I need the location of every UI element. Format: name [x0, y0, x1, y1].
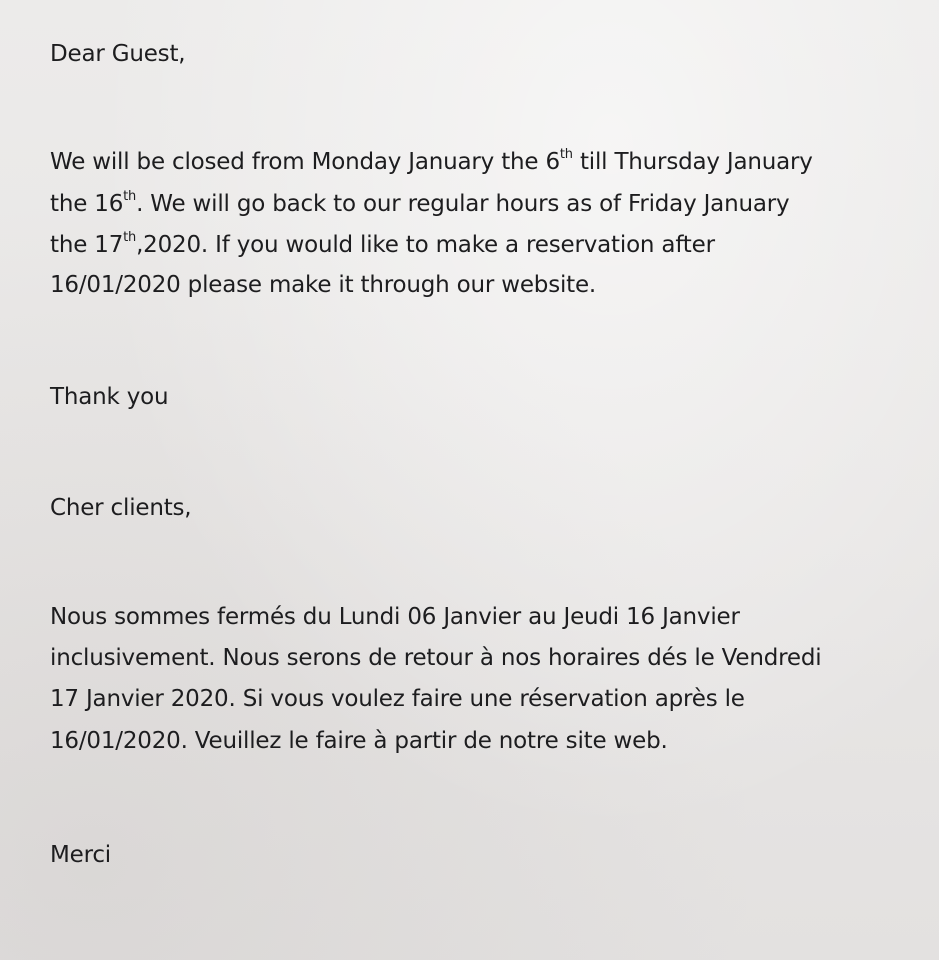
greeting-fr: Cher clients,: [50, 495, 192, 521]
text-segment: We will be closed from Monday January the 6: [50, 149, 560, 175]
text-segment: . We will go back to our regular hours as of Friday January: [136, 191, 790, 217]
paragraph-en-line-4: 16/01/2020 please make it through our website.: [50, 272, 597, 298]
paragraph-fr-line-4: 16/01/2020. Veuillez le faire à partir de notre site web.: [50, 728, 668, 754]
text-segment: ,2020. If you would like to make a reservation after: [136, 232, 715, 258]
greeting-en: Dear Guest,: [50, 41, 186, 67]
ordinal-suffix: th: [559, 147, 573, 163]
ordinal-suffix: th: [123, 189, 137, 205]
paragraph-fr-line-3: 17 Janvier 2020. Si vous voulez faire une réservation après le: [50, 686, 745, 712]
paragraph-en-line-2: [50, 184, 789, 225]
paragraph-fr-line-2: inclusivement. Nous serons de retour à nos horaires dés le Vendredi: [50, 645, 822, 671]
text-segment: till Thursday January: [572, 149, 813, 175]
closing-en: Thank you: [50, 384, 169, 410]
text-segment: the 16: [50, 191, 124, 217]
ordinal-suffix: th: [123, 230, 137, 246]
paragraph-en-line-3: [50, 225, 715, 266]
paragraph-fr-line-1: Nous sommes fermés du Lundi 06 Janvier au Jeudi 16 Janvier: [50, 604, 740, 630]
closing-fr: Merci: [50, 842, 111, 868]
paragraph-en-line-1: [50, 142, 813, 183]
text-segment: the 17: [50, 232, 124, 258]
